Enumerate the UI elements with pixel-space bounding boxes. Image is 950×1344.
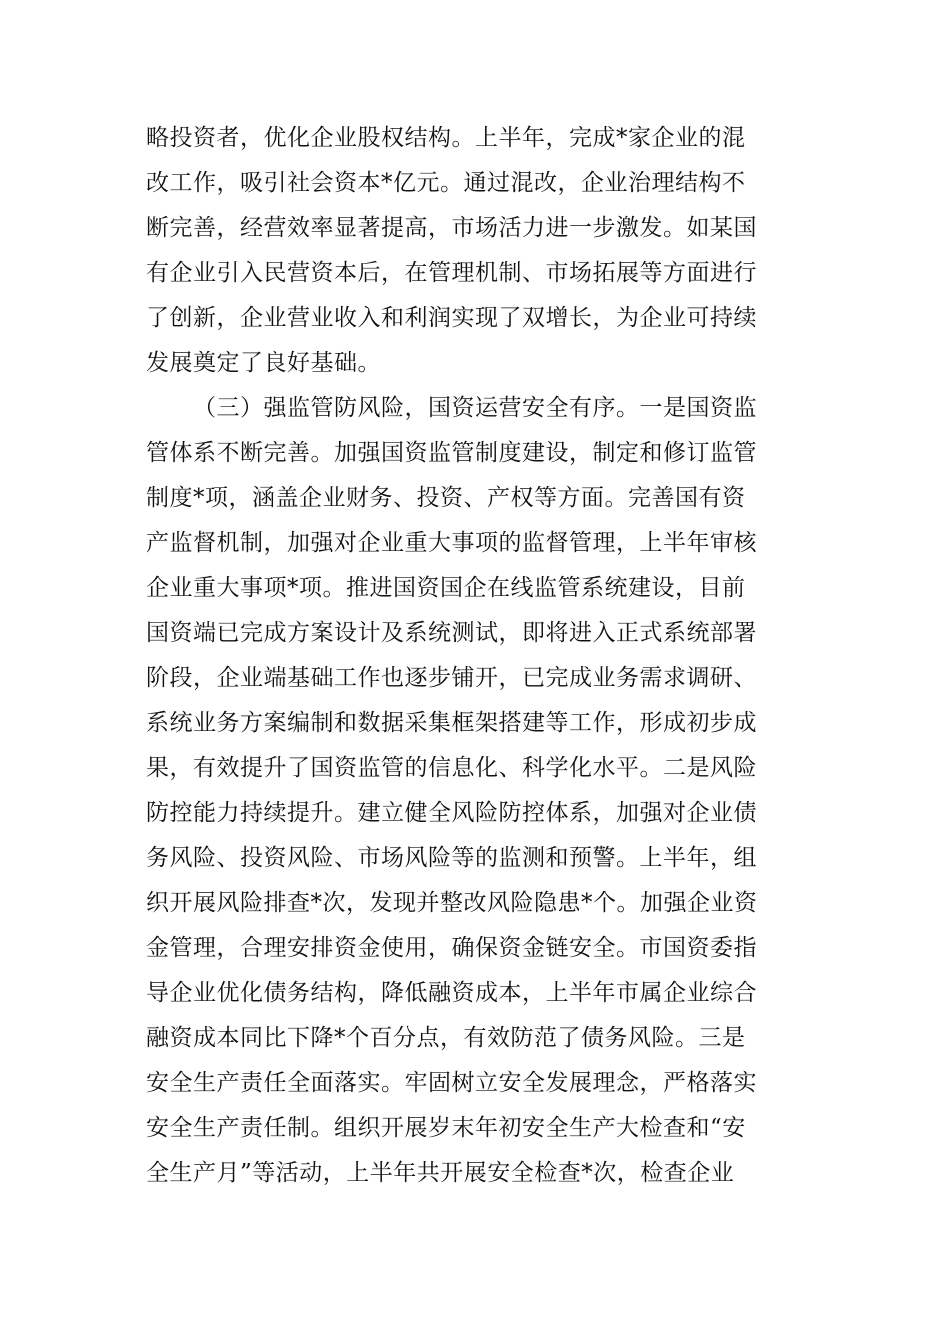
paragraph-line: 全生产月”等活动，上半年共开展安全检查*次，检查企业 (146, 1160, 735, 1186)
paragraph-line: 断完善，经营效率显著提高，市场活力进一步激发。如某国 (146, 215, 757, 241)
paragraph-line: 导企业优化债务结构，降低融资成本，上半年市属企业综合 (146, 980, 757, 1006)
paragraph-line: 管体系不断完善。加强国资监管制度建设，制定和修订监管 (146, 440, 757, 466)
paragraph-line: 了创新，企业营业收入和利润实现了双增长，为企业可持续 (146, 305, 757, 331)
paragraph-line: 国资端已完成方案设计及系统测试，即将进入正式系统部署 (146, 620, 757, 646)
paragraph-line: 改工作，吸引社会资本*亿元。通过混改，企业治理结构不 (146, 170, 746, 196)
paragraph-line: 融资成本同比下降*个百分点，有效防范了债务风险。三是 (146, 1025, 746, 1051)
paragraph-line: 有企业引入民营资本后，在管理机制、市场拓展等方面进行 (146, 260, 757, 286)
paragraph-line: 果，有效提升了国资监管的信息化、科学化水平。二是风险 (146, 755, 757, 781)
paragraph-line: 务风险、投资风险、市场风险等的监测和预警。上半年，组 (146, 845, 757, 871)
paragraph-line: 发展奠定了良好基础。 (146, 350, 381, 376)
paragraph-line: 防控能力持续提升。建立健全风险防控体系，加强对企业债 (146, 800, 757, 826)
paragraph-line: 产监督机制，加强对企业重大事项的监督管理，上半年审核 (146, 530, 757, 556)
paragraph-line: 安全生产责任全面落实。牢固树立安全发展理念，严格落实 (146, 1070, 757, 1096)
paragraph-line: 制度*项，涵盖企业财务、投资、产权等方面。完善国有资 (146, 485, 746, 511)
paragraph-line: 系统业务方案编制和数据采集框架搭建等工作，形成初步成 (146, 710, 757, 736)
paragraph-line: 阶段，企业端基础工作也逐步铺开，已完成业务需求调研、 (146, 665, 757, 691)
paragraph-line: 企业重大事项*项。推进国资国企在线监管系统建设，目前 (146, 575, 746, 601)
section-heading-line: （三）强监管防风险，国资运营安全有序。一是国资监 (193, 395, 757, 421)
paragraph-line: 略投资者，优化企业股权结构。上半年，完成*家企业的混 (146, 125, 746, 151)
paragraph-line: 织开展风险排查*次，发现并整改风险隐患*个。加强企业资 (146, 890, 758, 916)
paragraph-line: 安全生产责任制。组织开展岁末年初安全生产大检查和“安 (146, 1115, 746, 1141)
paragraph-line: 金管理，合理安排资金使用，确保资金链安全。市国资委指 (146, 935, 757, 961)
